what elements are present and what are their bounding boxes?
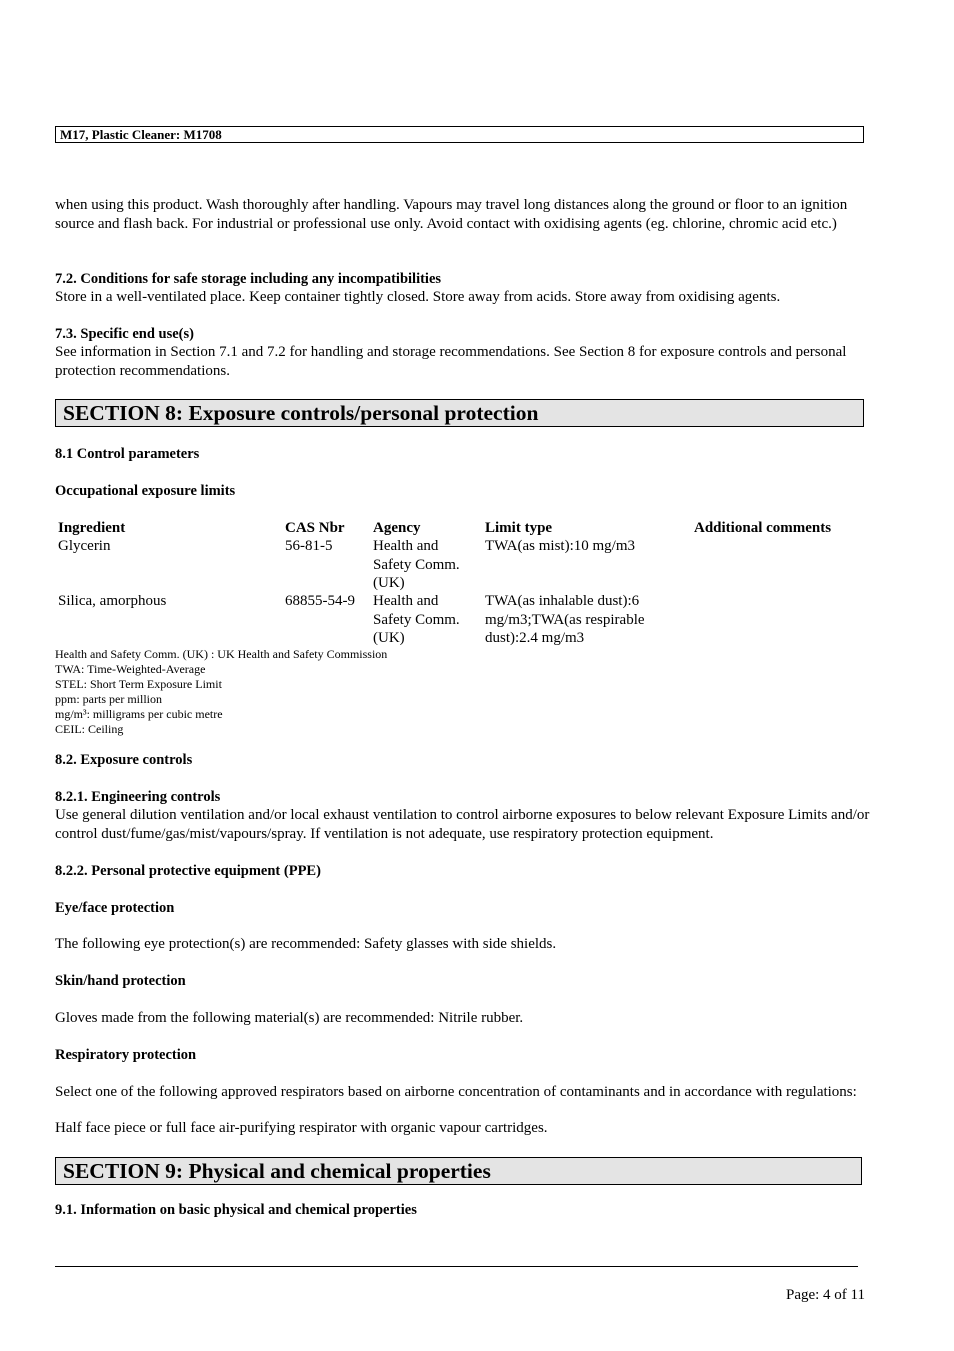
page-number: Page: 4 of 11	[785, 1287, 865, 1303]
footnote: TWA: Time-Weighted-Average	[55, 662, 206, 676]
footnote: STEL: Short Term Exposure Limit	[55, 677, 222, 691]
cell-limit: TWA(as mist):10 mg/m3	[485, 538, 635, 554]
section-7-3-title: 7.3. Specific end use(s)	[55, 326, 194, 342]
section-7-3-text: See information in Section 7.1 and 7.2 for handling and storage recommendations. See Section 8 for exposure controls and personal protection recommendations.	[55, 344, 847, 379]
section-8-2-title: 8.2. Exposure controls	[55, 752, 193, 768]
section-7-2-text: Store in a well-ventilated place. Keep container tightly closed. Store away from acids. Store away from oxidising agents.	[55, 289, 781, 305]
eye-protection-title: Eye/face protection	[55, 900, 175, 916]
footnote: CEIL: Ceiling	[55, 722, 124, 736]
section-7-2-title: 7.2. Conditions for safe storage including any incompatibilities	[55, 271, 442, 287]
col-header-limit-type: Limit type	[485, 520, 553, 536]
skin-protection-text: Gloves made from the following material(s) are recommended: Nitrile rubber.	[55, 1010, 524, 1026]
skin-protection-title: Skin/hand protection	[55, 973, 186, 989]
section-8-2-2-title: 8.2.2. Personal protective equipment (PPE)	[55, 863, 321, 879]
cell-cas: 68855-54-9	[285, 593, 355, 609]
cell-agency: Health and Safety Comm. (UK)	[373, 538, 460, 591]
section-8-heading: SECTION 8: Exposure controls/personal protection	[55, 399, 864, 427]
section-8-2-1-title: 8.2.1. Engineering controls	[55, 789, 221, 805]
eye-protection-text: The following eye protection(s) are recommended: Safety glasses with side shields.	[55, 936, 557, 952]
section-8-1-title: 8.1 Control parameters	[55, 446, 200, 462]
section-8-2-1-text: Use general dilution ventilation and/or local exhaust ventilation to control airborne exposures to below relevant Exposure Limits and/or control dust/fume/gas/mist/vapours/spray. If ventilation is not adequate, use respiratory protection equipment.	[55, 807, 870, 842]
cell-cas: 56-81-5	[285, 538, 333, 554]
footnotes	[55, 647, 387, 737]
respiratory-protection-text-2: Half face piece or full face air-purifying respirator with organic vapour cartridges.	[55, 1120, 548, 1136]
footer-divider	[55, 1266, 858, 1267]
respiratory-protection-text: Select one of the following approved respirators based on airborne concentration of contaminants and in accordance with regulations:	[55, 1084, 857, 1100]
cell-ingredient: Glycerin	[58, 538, 111, 554]
footnote: ppm: parts per million	[55, 692, 162, 706]
intro-paragraph: when using this product. Wash thoroughly after handling. Vapours may travel long distances along the ground or floor to an ignition source and flash back. For industrial or professional use only. Avoid contact with oxidising agents (eg. chlorine, chromic acid etc.)	[55, 197, 848, 232]
col-header-cas: CAS Nbr	[285, 520, 345, 536]
oel-title: Occupational exposure limits	[55, 483, 236, 499]
cell-agency: Health and Safety Comm. (UK)	[373, 593, 460, 646]
col-header-comments: Additional comments	[694, 520, 832, 536]
cell-limit: TWA(as inhalable dust):6 mg/m3;TWA(as respirable dust):2.4 mg/m3	[485, 593, 645, 646]
section-9-1-title: 9.1. Information on basic physical and chemical properties	[55, 1202, 417, 1218]
col-header-ingredient: Ingredient	[58, 520, 126, 536]
document-header: M17, Plastic Cleaner: M1708	[55, 126, 864, 143]
respiratory-protection-title: Respiratory protection	[55, 1047, 197, 1063]
footnote: mg/m³: milligrams per cubic metre	[55, 707, 223, 721]
cell-ingredient: Silica, amorphous	[58, 593, 167, 609]
section-9-heading: SECTION 9: Physical and chemical properties	[55, 1157, 862, 1185]
footnote: Health and Safety Comm. (UK) : UK Health and Safety Commission	[55, 647, 388, 661]
col-header-agency: Agency	[373, 520, 421, 536]
